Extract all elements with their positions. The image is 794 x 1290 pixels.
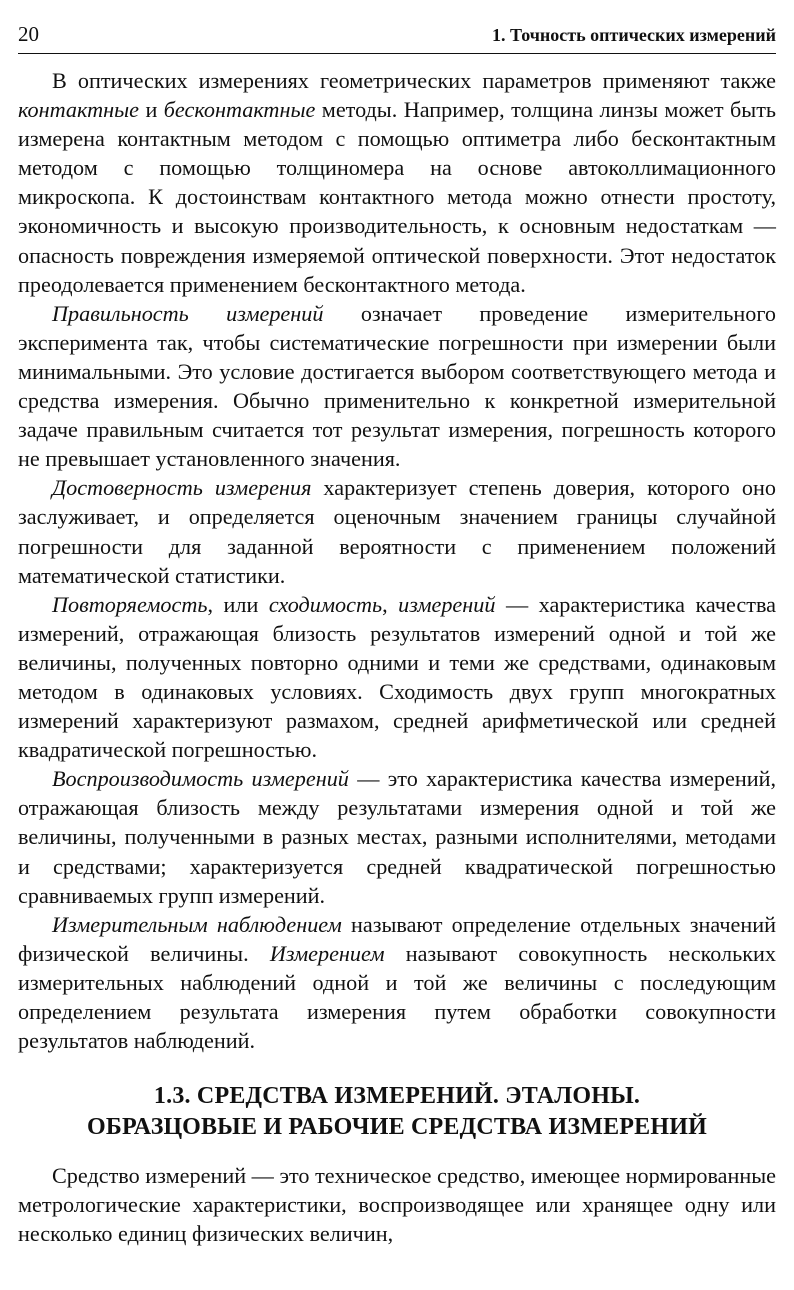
italic-term: Измерением	[269, 940, 385, 966]
paragraph	[18, 473, 776, 589]
text-run: называют определение отдельных значений физической величины.	[18, 911, 776, 966]
text-run: В оптических измерениях геометрических параметров применяют также	[52, 68, 776, 93]
paragraph	[18, 66, 776, 299]
italic-term: сходимость	[268, 591, 383, 617]
text-run: означает проведение измерительного эксперимента так, чтобы систематические погрешности при измерении были минимальными. Это условие достигается выбором соответствующего метода и средства измерения. Обычно применительно к конкретной измерительной задаче правильным считается тот результат измерения, погрешность которого не превышает установленного значения.	[18, 300, 776, 472]
italic-term: Измерительным наблюдением	[52, 911, 342, 937]
text-run: — характеристика качества измерений, отражающая близость результатов измерений одной и той же величины, полученных повторно одними и теми же средствами, одинаковым методом в одинаковых условиях. Сходимость двух групп многократных измерений характеризуют размахом, средней арифметической или средней квадратической погрешностью.	[18, 591, 776, 763]
chapter-title: 1. Точность оптических измерений	[492, 25, 776, 45]
text-run: методы. Например, толщина линзы может быть измерена контактным методом с помощью оптиметра либо бесконтактным методом с помощью толщиномера на основе автоколлимационного микроскопа. К достоинствам контактного метода можно отнести простоту, экономичность и высокую производительность, к основным недостаткам — опасность повреждения измеряемой оптической поверхности. Этот недостаток преодолевается применением бесконтактного метода.	[18, 97, 777, 297]
paragraph	[18, 910, 776, 1055]
italic-term: Воспроизводимость измерений	[52, 766, 349, 792]
paragraph	[18, 764, 776, 909]
text-run: и	[139, 97, 164, 123]
page-number: 20	[18, 22, 39, 46]
text-run: характеризует степень доверия, которого оно заслуживает, и определяется оценочным значением границы случайной погрешности для заданной вероятности с применением положений математической статистики.	[18, 475, 776, 588]
section-heading	[18, 1081, 776, 1143]
italic-term: бесконтактные	[163, 97, 316, 123]
text-run: , или	[207, 591, 269, 617]
final-paragraph: Средство измерений — это техническое средство, имеющее нормированные метрологические характеристики, воспроизводящее или хранящее одну или несколько единиц физических величин,	[18, 1163, 776, 1247]
text-run: называют совокупность нескольких измерительных наблюдений одной и той же величины с последующим определением результата измерения путем обработки совокупности результатов наблюдений.	[18, 940, 776, 1054]
italic-term: Повторяемость	[52, 591, 208, 617]
section-heading-line-2: ОБРАЗЦОВЫЕ И РАБОЧИЕ СРЕДСТВА ИЗМЕРЕНИЙ	[87, 1114, 707, 1141]
italic-term: Достоверность измерения	[52, 475, 312, 501]
paragraph	[18, 590, 776, 765]
running-header	[18, 22, 776, 54]
text-run: — это характеристика качества измерений, отражающая близость между результатами измерения одной и той же величины, полученными в разных местах, разными исполнителями, методами и средствами; характеризуется средней квадратической погрешностью сравниваемых групп измерений.	[18, 766, 777, 908]
italic-term: измерений	[398, 591, 496, 617]
body-text	[18, 66, 776, 1248]
section-heading-line-1: 1.3. СРЕДСТВА ИЗМЕРЕНИЙ. ЭТАЛОНЫ.	[153, 1083, 641, 1110]
italic-term: Правильность измерений	[52, 300, 324, 326]
text-run: ,	[382, 591, 399, 617]
paragraph-list	[18, 66, 776, 1055]
paragraph	[18, 299, 776, 474]
italic-term: контактные	[18, 97, 140, 123]
